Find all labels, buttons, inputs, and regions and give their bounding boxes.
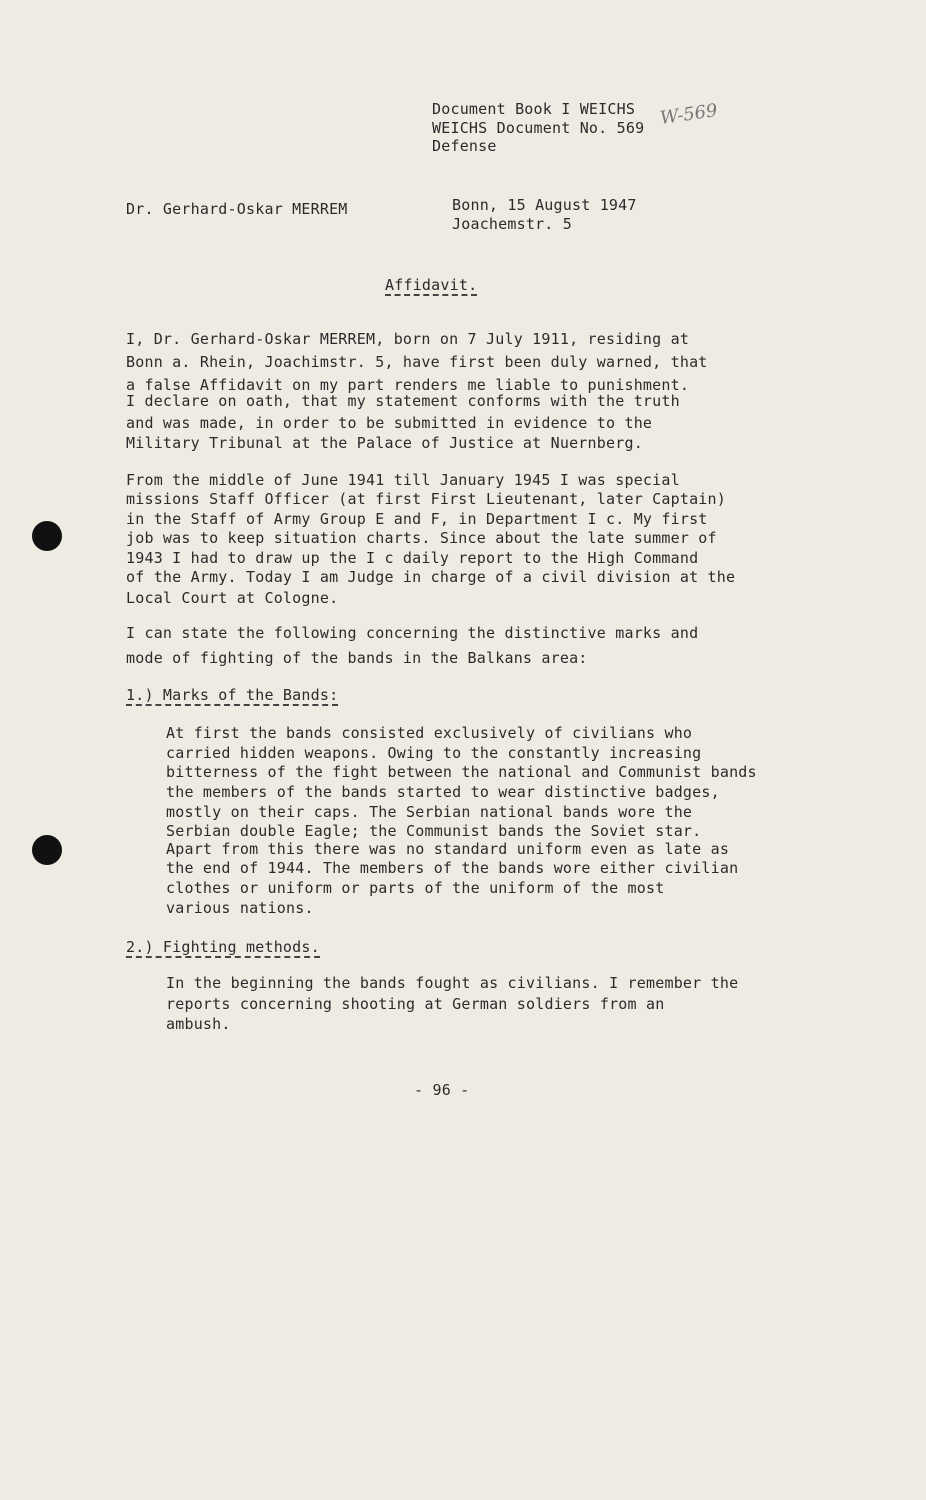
text-line: the end of 1944. The members of the bands wore either civilian xyxy=(166,859,739,877)
header-document-book: Document Book I WEICHS xyxy=(432,100,636,118)
header-document-number: WEICHS Document No. 569 xyxy=(432,119,645,137)
text-line: I declare on oath, that my statement conforms with the truth xyxy=(126,392,680,410)
text-line: various nations. xyxy=(166,899,314,917)
place-date: Bonn, 15 August 1947 xyxy=(452,196,637,214)
text-line: reports concerning shooting at German soldiers from an xyxy=(166,995,665,1013)
punch-hole xyxy=(32,835,62,865)
section-heading xyxy=(126,938,320,956)
text-line: In the beginning the bands fought as civilians. I remember the xyxy=(166,974,739,992)
text-line: Military Tribunal at the Palace of Justice at Nuernberg. xyxy=(126,434,643,452)
text-line: I, Dr. Gerhard-Oskar MERREM, born on 7 July 1911, residing at xyxy=(126,330,690,348)
text-line: job was to keep situation charts. Since about the late summer of xyxy=(126,529,717,547)
text-line: and was made, in order to be submitted in evidence to the xyxy=(126,414,653,432)
text-line: Local Court at Cologne. xyxy=(126,589,339,607)
text-line: Apart from this there was no standard uniform even as late as xyxy=(166,840,730,858)
text-line: 1943 I had to draw up the I c daily report to the High Command xyxy=(126,549,699,567)
author-name: Dr. Gerhard-Oskar MERREM xyxy=(126,200,348,218)
author-address: Joachemstr. 5 xyxy=(452,215,572,233)
page-number: - 96 - xyxy=(414,1081,470,1099)
text-line: ambush. xyxy=(166,1015,231,1033)
text-line: bitterness of the fight between the national and Communist bands xyxy=(166,763,757,781)
text-line: the members of the bands started to wear distinctive badges, xyxy=(166,783,720,801)
text-line: mostly on their caps. The Serbian national bands wore the xyxy=(166,803,693,821)
handwritten-annotation: W-569 xyxy=(658,100,719,129)
text-line: of the Army. Today I am Judge in charge of a civil division at the xyxy=(126,568,736,586)
section-heading-text: 2.) Fighting methods. xyxy=(126,938,320,956)
text-line: carried hidden weapons. Owing to the constantly increasing xyxy=(166,744,702,762)
text-line: missions Staff Officer (at first First Lieutenant, later Captain) xyxy=(126,490,726,508)
text-line: clothes or uniform or parts of the uniform of the most xyxy=(166,879,665,897)
text-line: in the Staff of Army Group E and F, in Department I c. My first xyxy=(126,510,708,528)
text-line: At first the bands consisted exclusively of civilians who xyxy=(166,724,693,742)
text-line: a false Affidavit on my part renders me liable to punishment. xyxy=(126,376,690,394)
text-line: Bonn a. Rhein, Joachimstr. 5, have first been duly warned, that xyxy=(126,353,708,371)
section-heading xyxy=(126,686,338,704)
text-line: mode of fighting of the bands in the Balkans area: xyxy=(126,649,588,667)
text-line: From the middle of June 1941 till January 1945 I was special xyxy=(126,471,680,489)
section-heading-text: 1.) Marks of the Bands: xyxy=(126,686,339,704)
punch-hole xyxy=(32,521,62,551)
text-line: Serbian double Eagle; the Communist bands the Soviet star. xyxy=(166,822,702,840)
text-line: I can state the following concerning the distinctive marks and xyxy=(126,624,699,642)
header-defense: Defense xyxy=(432,137,497,155)
document-title: Affidavit. xyxy=(385,276,478,294)
